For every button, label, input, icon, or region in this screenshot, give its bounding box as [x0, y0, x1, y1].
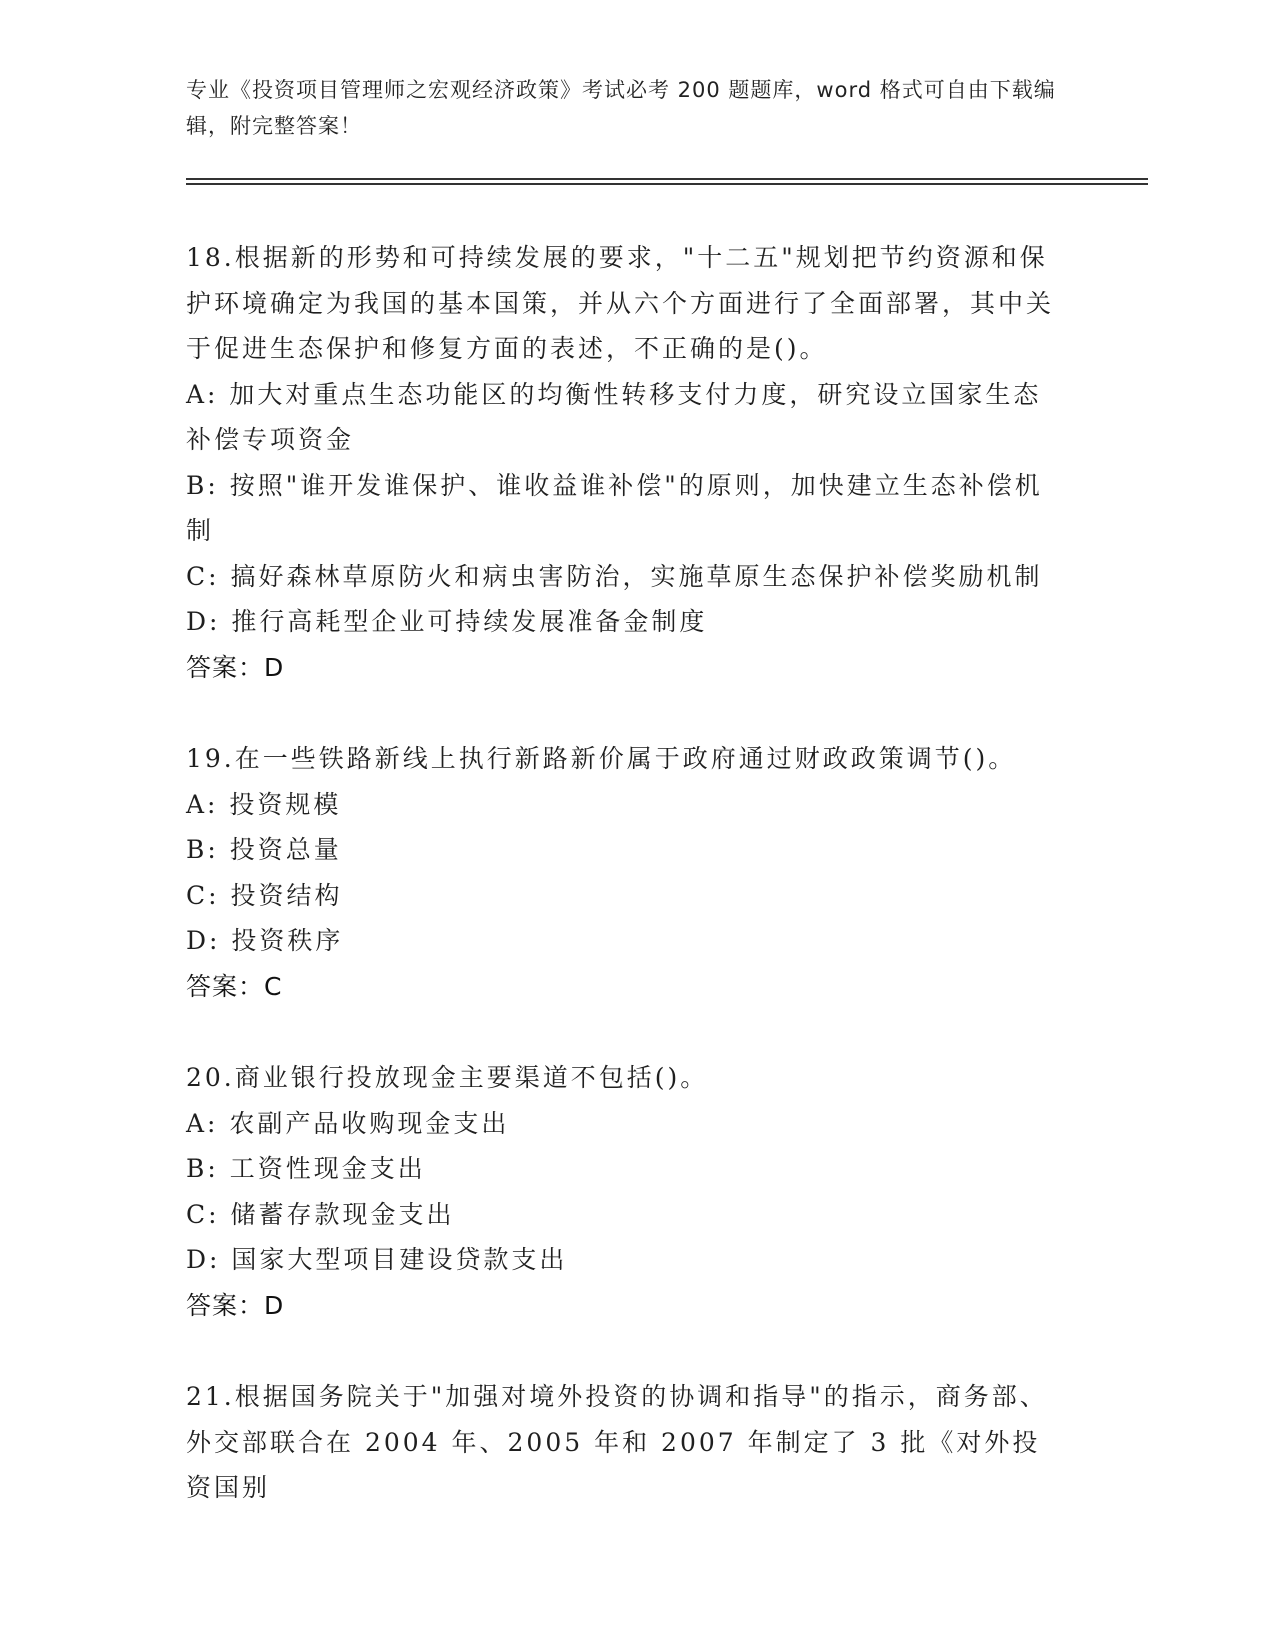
question-stem: 21.根据国务院关于"加强对境外投资的协调和指导"的指示，商务部、外交部联合在 2004 年、2005 年和 2007 年制定了 3 批《对外投资国别 [186, 1382, 1048, 1502]
question-stem: 20.商业银行投放现金主要渠道不包括()。 [186, 1063, 709, 1092]
document-header: 专业《投资项目管理师之宏观经济政策》考试必考 200 题题库，word 格式可自由下载编辑，附完整答案！ [186, 78, 1056, 138]
question-stem: 18.根据新的形势和可持续发展的要求，"十二五"规划把节约资源和保护环境确定为我国的基本国策，并从六个方面进行了全面部署，其中关于促进生态保护和修复方面的表述，不正确的是()。 [186, 243, 1055, 363]
option-c: C: 投资结构 [186, 880, 343, 910]
question-19 [186, 736, 1066, 1009]
option-b: B: 按照"谁开发谁保护、谁收益谁补偿"的原则，加快建立生态补偿机制 [186, 470, 1043, 545]
option-c: C: 搞好森林草原防火和病虫害防治，实施草原生态保护补偿奖励机制 [186, 561, 1043, 591]
answer-label: 答案：C [186, 971, 283, 1001]
header-divider-top [186, 178, 1148, 180]
question-21 [186, 1374, 1066, 1511]
option-d: D: 国家大型项目建设贷款支出 [186, 1245, 568, 1274]
option-a: A: 加大对重点生态功能区的均衡性转移支付力度，研究设立国家生态补偿专项资金 [186, 379, 1042, 454]
option-d: D: 投资秩序 [186, 926, 344, 955]
option-d: D: 推行高耗型企业可持续发展准备金制度 [186, 607, 708, 636]
option-b: B: 工资性现金支出 [186, 1154, 426, 1183]
question-list [186, 235, 1066, 1557]
option-c: C: 储蓄存款现金支出 [186, 1199, 455, 1229]
option-a: A: 农副产品收购现金支出 [186, 1108, 510, 1138]
question-18 [186, 235, 1066, 690]
question-stem: 19.在一些铁路新线上执行新路新价属于政府通过财政政策调节()。 [186, 744, 1017, 773]
option-b: B: 投资总量 [186, 835, 342, 864]
answer-label: 答案：D [186, 652, 285, 682]
answer-label: 答案：D [186, 1290, 285, 1320]
option-a: A: 投资规模 [186, 789, 342, 819]
question-20 [186, 1055, 1066, 1328]
header-divider-bottom [186, 183, 1148, 185]
